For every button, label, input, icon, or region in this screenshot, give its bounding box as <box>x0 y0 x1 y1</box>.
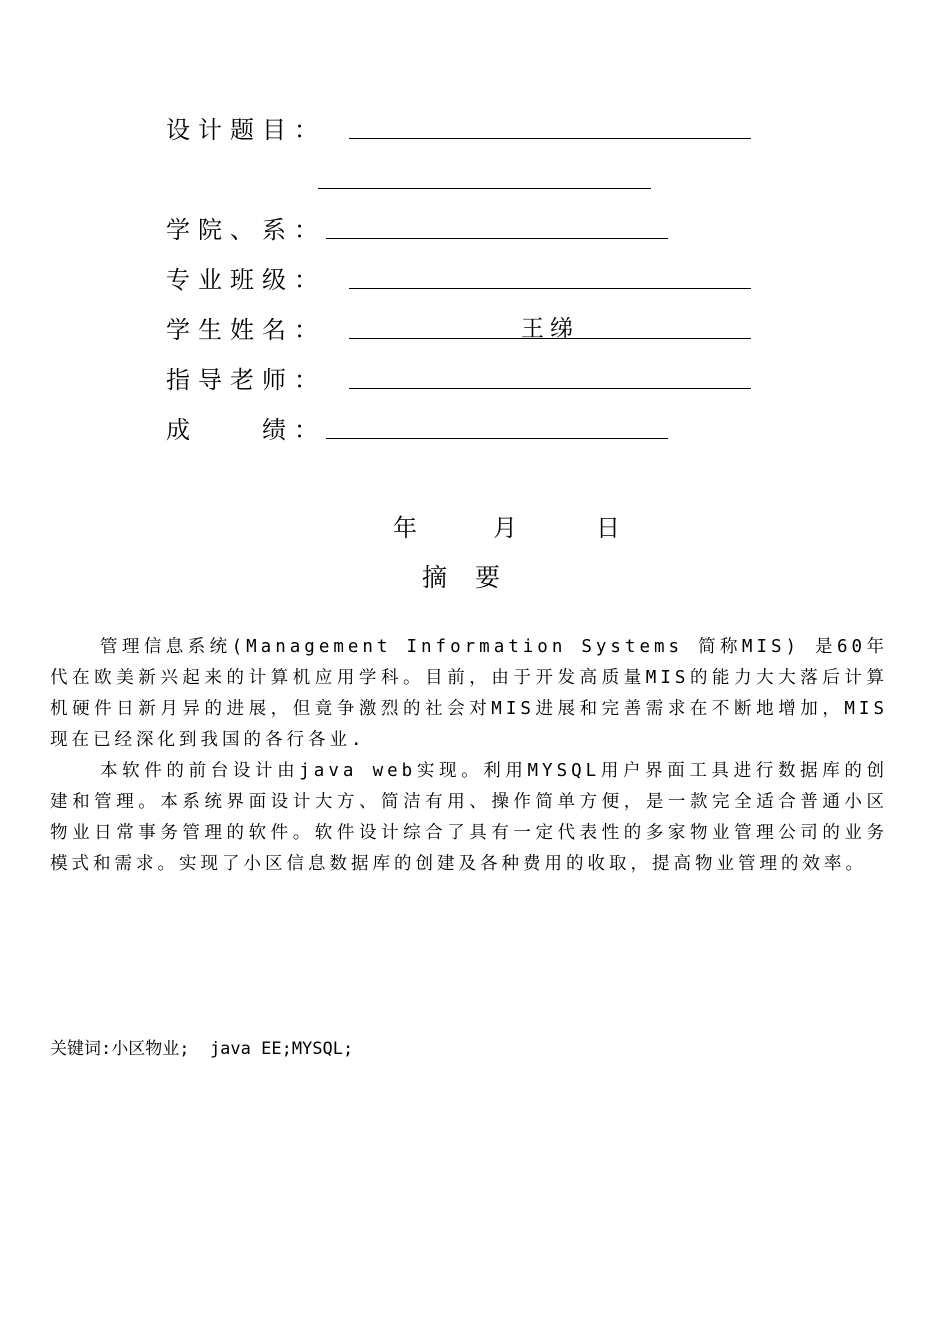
advisor-label: 指导老师： <box>166 366 326 394</box>
abstract-body <box>50 632 888 880</box>
title-row <box>166 110 766 150</box>
major-label: 专业班级： <box>166 266 326 294</box>
keywords: 关键词:小区物业; java EE;MYSQL; <box>50 1039 354 1059</box>
grade-field[interactable] <box>326 410 668 439</box>
student-name: 王绨 <box>521 316 579 342</box>
advisor-field[interactable] <box>349 360 751 389</box>
abstract-heading: 摘要 <box>421 563 528 592</box>
college-row <box>166 210 766 250</box>
college-label: 学院、系： <box>166 216 326 244</box>
grade-label: 成 绩： <box>166 416 326 444</box>
student-field[interactable] <box>349 310 751 342</box>
student-row <box>166 310 766 350</box>
abstract-paragraph-2: 本软件的前台设计由java web实现。利用MYSQL用户界面工具进行数据库的创建和管理。本系统界面设计大方、简洁有用、操作简单方便，是一款完全适合普通小区物业日常事务管理的软件。软件设计综合了具有一定代表性的多家物业管理公司的业务模式和需求。实现了小区信息数据库的创建及各种费用的收取，提高物业管理的效率。 <box>50 761 888 874</box>
college-field[interactable] <box>326 210 668 239</box>
date-day: 日 <box>596 514 620 542</box>
major-field[interactable] <box>349 260 751 289</box>
advisor-row <box>166 360 766 400</box>
abstract-paragraph-1: 管理信息系统(Management Information Systems 简称MIS) 是60年代在欧美新兴起来的计算机应用学科。目前，由于开发高质量MIS的能力大大落后计算机硬件日新月异的进展，但竟争激烈的社会对MIS进展和完善需求在不断地增加，MIS现在已经深化到我国的各行各业. <box>50 637 888 750</box>
grade-row <box>166 410 766 450</box>
date-month: 月 <box>493 514 517 542</box>
major-row <box>166 260 766 300</box>
student-label: 学生姓名： <box>166 316 326 344</box>
date-year: 年 <box>393 514 417 542</box>
title-field-line2[interactable] <box>318 160 651 189</box>
title-row-2 <box>318 160 658 200</box>
title-label: 设计题目： <box>166 116 326 144</box>
title-field[interactable] <box>349 110 751 139</box>
